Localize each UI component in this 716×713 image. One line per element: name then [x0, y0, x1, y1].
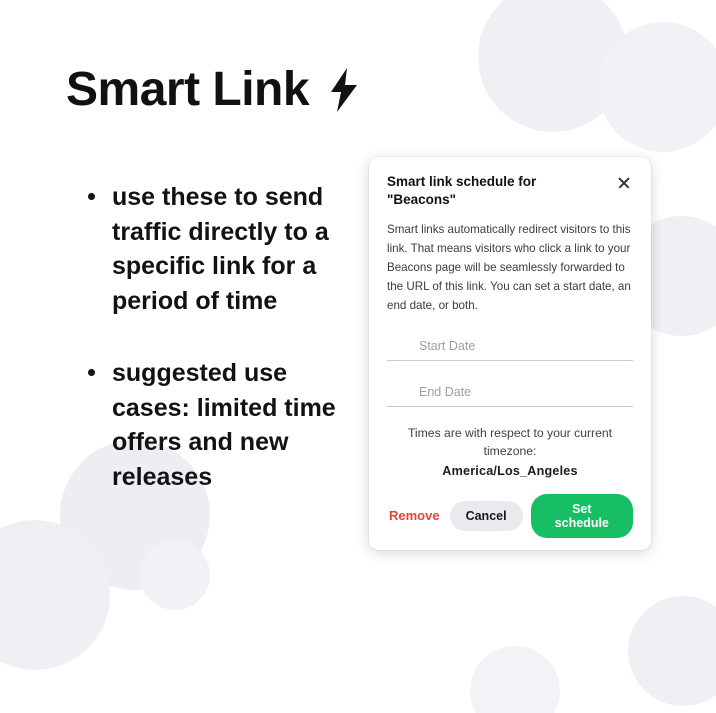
bullet-list: [84, 180, 354, 532]
dialog-title: Smart link schedule for "Beacons": [387, 174, 537, 208]
list-item: suggested use cases: limited time offers and new releases: [84, 356, 354, 494]
page-title-text: Smart Link: [66, 63, 310, 116]
decorative-blob: [598, 22, 716, 152]
decorative-blob: [628, 596, 716, 706]
decorative-blob: [470, 646, 560, 713]
page-title: [66, 63, 357, 116]
list-item: use these to send traffic directly to a specific link for a period of time: [84, 180, 354, 318]
remove-button[interactable]: Remove: [387, 504, 442, 527]
close-icon[interactable]: [615, 174, 633, 192]
timezone-note: Times are with respect to your current timezone:: [407, 426, 613, 459]
end-date-field[interactable]: [387, 383, 633, 407]
dialog-description: Smart links automatically redirect visitors to this link. That means visitors who click a link to your Beacons page will be seamlessly forwarded to the URL of this link. You can set a start date, an end date, or both.: [387, 223, 631, 312]
start-date-input[interactable]: [419, 339, 633, 353]
smart-link-schedule-dialog: [369, 157, 651, 550]
cancel-button[interactable]: Cancel: [450, 501, 523, 531]
start-date-field[interactable]: [387, 337, 633, 361]
dialog-actions: [387, 494, 633, 538]
set-schedule-button[interactable]: Set schedule: [531, 494, 633, 538]
decorative-blob: [140, 540, 210, 610]
dialog-header: [387, 173, 633, 209]
lightning-bolt-icon: [331, 68, 357, 112]
timezone-value: America/Los_Angeles: [442, 463, 578, 478]
end-date-input[interactable]: [419, 385, 633, 399]
